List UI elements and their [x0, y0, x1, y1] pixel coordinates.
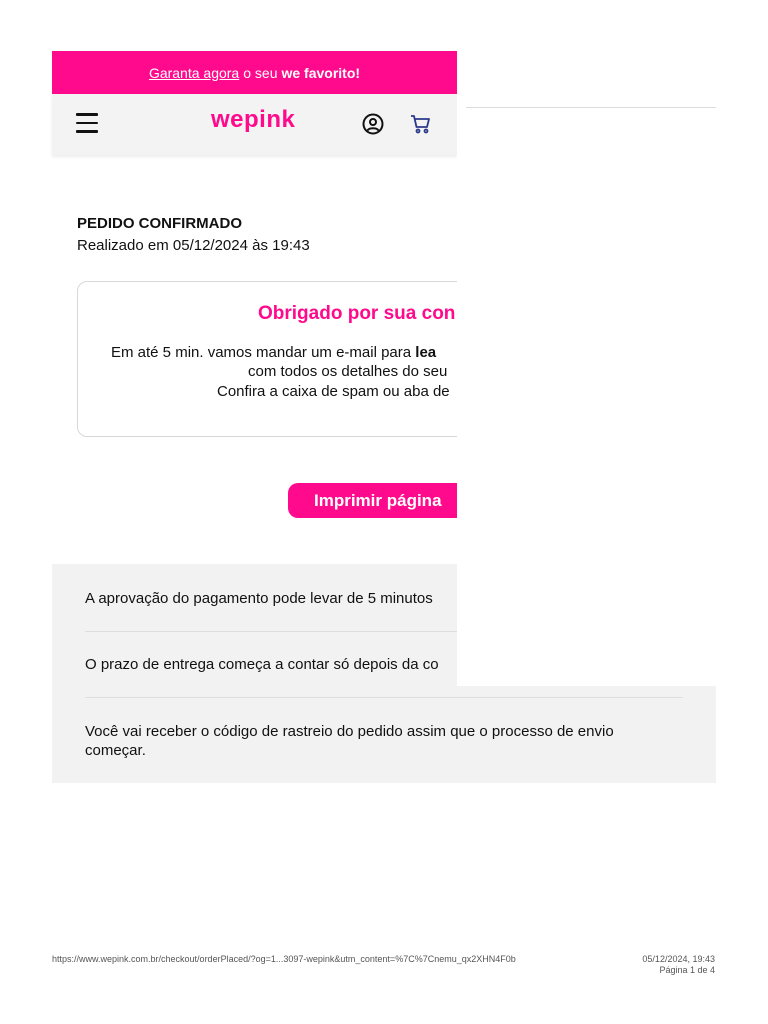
blank-overlay: [457, 94, 757, 686]
email-notice-text: Em até 5 min. vamos mandar um e-mail para: [111, 344, 416, 361]
thank-you-card: [77, 281, 479, 437]
promo-text: o seu: [243, 64, 278, 81]
promo-link[interactable]: Garanta agora: [148, 64, 240, 81]
details-notice-line: com todos os detalhes do seu: [248, 363, 448, 380]
print-footer-url: https://www.wepink.com.br/checkout/orderPlaced/?og=1...3097-wepink&utm_content=%7C%7Cnemu_qx2XHN4F0b: [52, 954, 516, 964]
divider: [85, 697, 683, 698]
order-status-title: PEDIDO CONFIRMADO: [77, 215, 242, 232]
payment-approval-info: A aprovação do pagamento pode levar de 5 minutos: [85, 590, 433, 607]
promo-bar: [52, 51, 457, 94]
thank-you-title: Obrigado por sua con: [258, 303, 456, 324]
print-footer-datetime: 05/12/2024, 19:43: [642, 954, 715, 964]
order-date: Realizado em 05/12/2024 às 19:43: [77, 237, 310, 254]
spam-notice-line: Confira a caixa de spam ou aba de: [217, 383, 450, 400]
logo[interactable]: wepink: [211, 106, 296, 133]
print-footer-page-number: Página 1 de 4: [659, 965, 715, 975]
menu-icon[interactable]: [76, 113, 98, 133]
delivery-deadline-info: O prazo de entrega começa a contar só depois da co: [85, 656, 439, 673]
site-header: [52, 94, 457, 155]
email-address: lea: [415, 344, 437, 361]
overlay-divider: [466, 107, 716, 108]
cart-icon[interactable]: [409, 112, 433, 136]
promo-bold-text: we favorito!: [281, 64, 361, 81]
user-icon[interactable]: [361, 112, 385, 136]
tracking-code-info: Você vai receber o código de rastreio do pedido assim que o processo de envio começar.: [85, 723, 614, 759]
email-notice-line: [111, 344, 436, 361]
print-page-button[interactable]: Imprimir página: [288, 483, 488, 518]
